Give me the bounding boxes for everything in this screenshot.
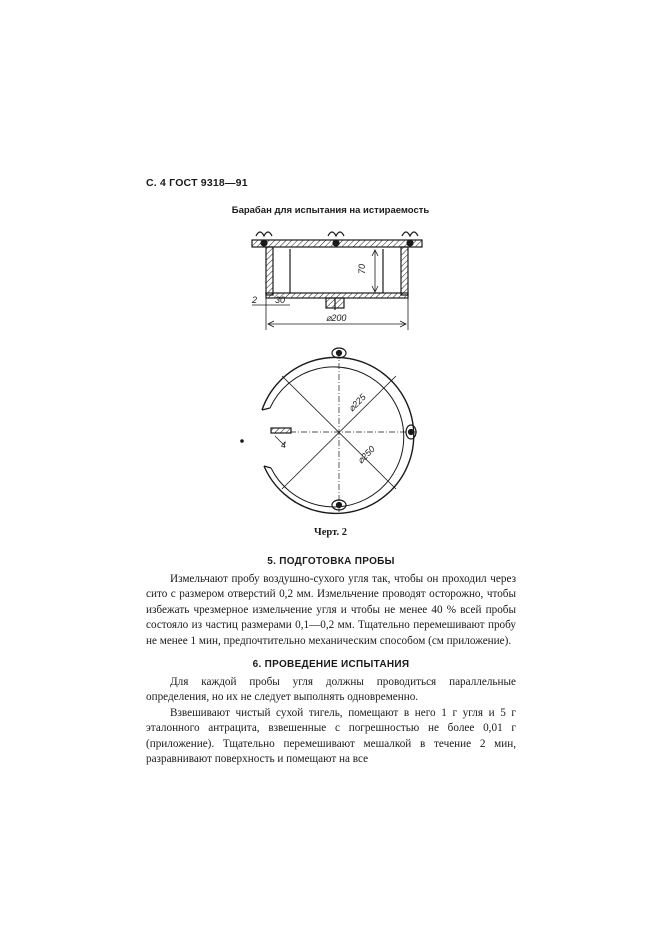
drum-bottom xyxy=(266,293,408,298)
dim-diameter-outer: ⌀250 xyxy=(355,443,377,466)
dim-diameter-base: ⌀200 xyxy=(326,313,347,323)
figure-caption: Черт. 2 xyxy=(314,527,347,538)
dim-slot: 4 xyxy=(281,440,287,450)
drum-plan-view xyxy=(241,348,418,513)
section-5-paragraph: Измельчают пробу воздушно-сухого угля так, чтобы он проходил через сито с размером отверстий 0,2 мм. Измельчение проводят осторожно, чтобы избежать чрезмерное измельчение угля и чтобы не менее 40 % всей пробы состояло из частиц размерами 0,1—0,2 мм. Тщательно перемешивают пробу не менее 1 мин, предпочтительно механическим способом (см приложение). xyxy=(146,573,516,647)
dim-diameter-inner: ⌀225 xyxy=(346,391,368,414)
section-6-paragraph-1: Для каждой пробы угля должны проводиться параллельные определения, но их не следует выполнять одновременно. xyxy=(146,676,516,704)
right-wall xyxy=(401,247,408,295)
blade xyxy=(271,428,291,433)
left-wall xyxy=(266,247,273,295)
section-5-heading: 5. ПОДГОТОВКА ПРОБЫ xyxy=(267,556,395,567)
page-header: С. 4 ГОСТ 9318—91 xyxy=(146,177,248,189)
section-6-paragraph-2: Взвешивают чистый сухой тигель, помещают в него 1 г угля и 5 г эталонного антрацита, взвешенные с погрешностью не более 0,01 г (приложение). Тщательно перемешивают мешалкой в течение 2 мин, разравнивают поверхность и помещают на все xyxy=(146,707,516,766)
dim-inner: 30 xyxy=(275,295,286,305)
section-6-heading: 6. ПРОВЕДЕНИЕ ИСПЫТАНИЯ xyxy=(252,659,410,670)
dim-edge: 2 xyxy=(252,295,258,305)
dim-height: 70 xyxy=(357,263,367,274)
figure-title: Барабан для испытания на истираемость xyxy=(231,205,430,216)
